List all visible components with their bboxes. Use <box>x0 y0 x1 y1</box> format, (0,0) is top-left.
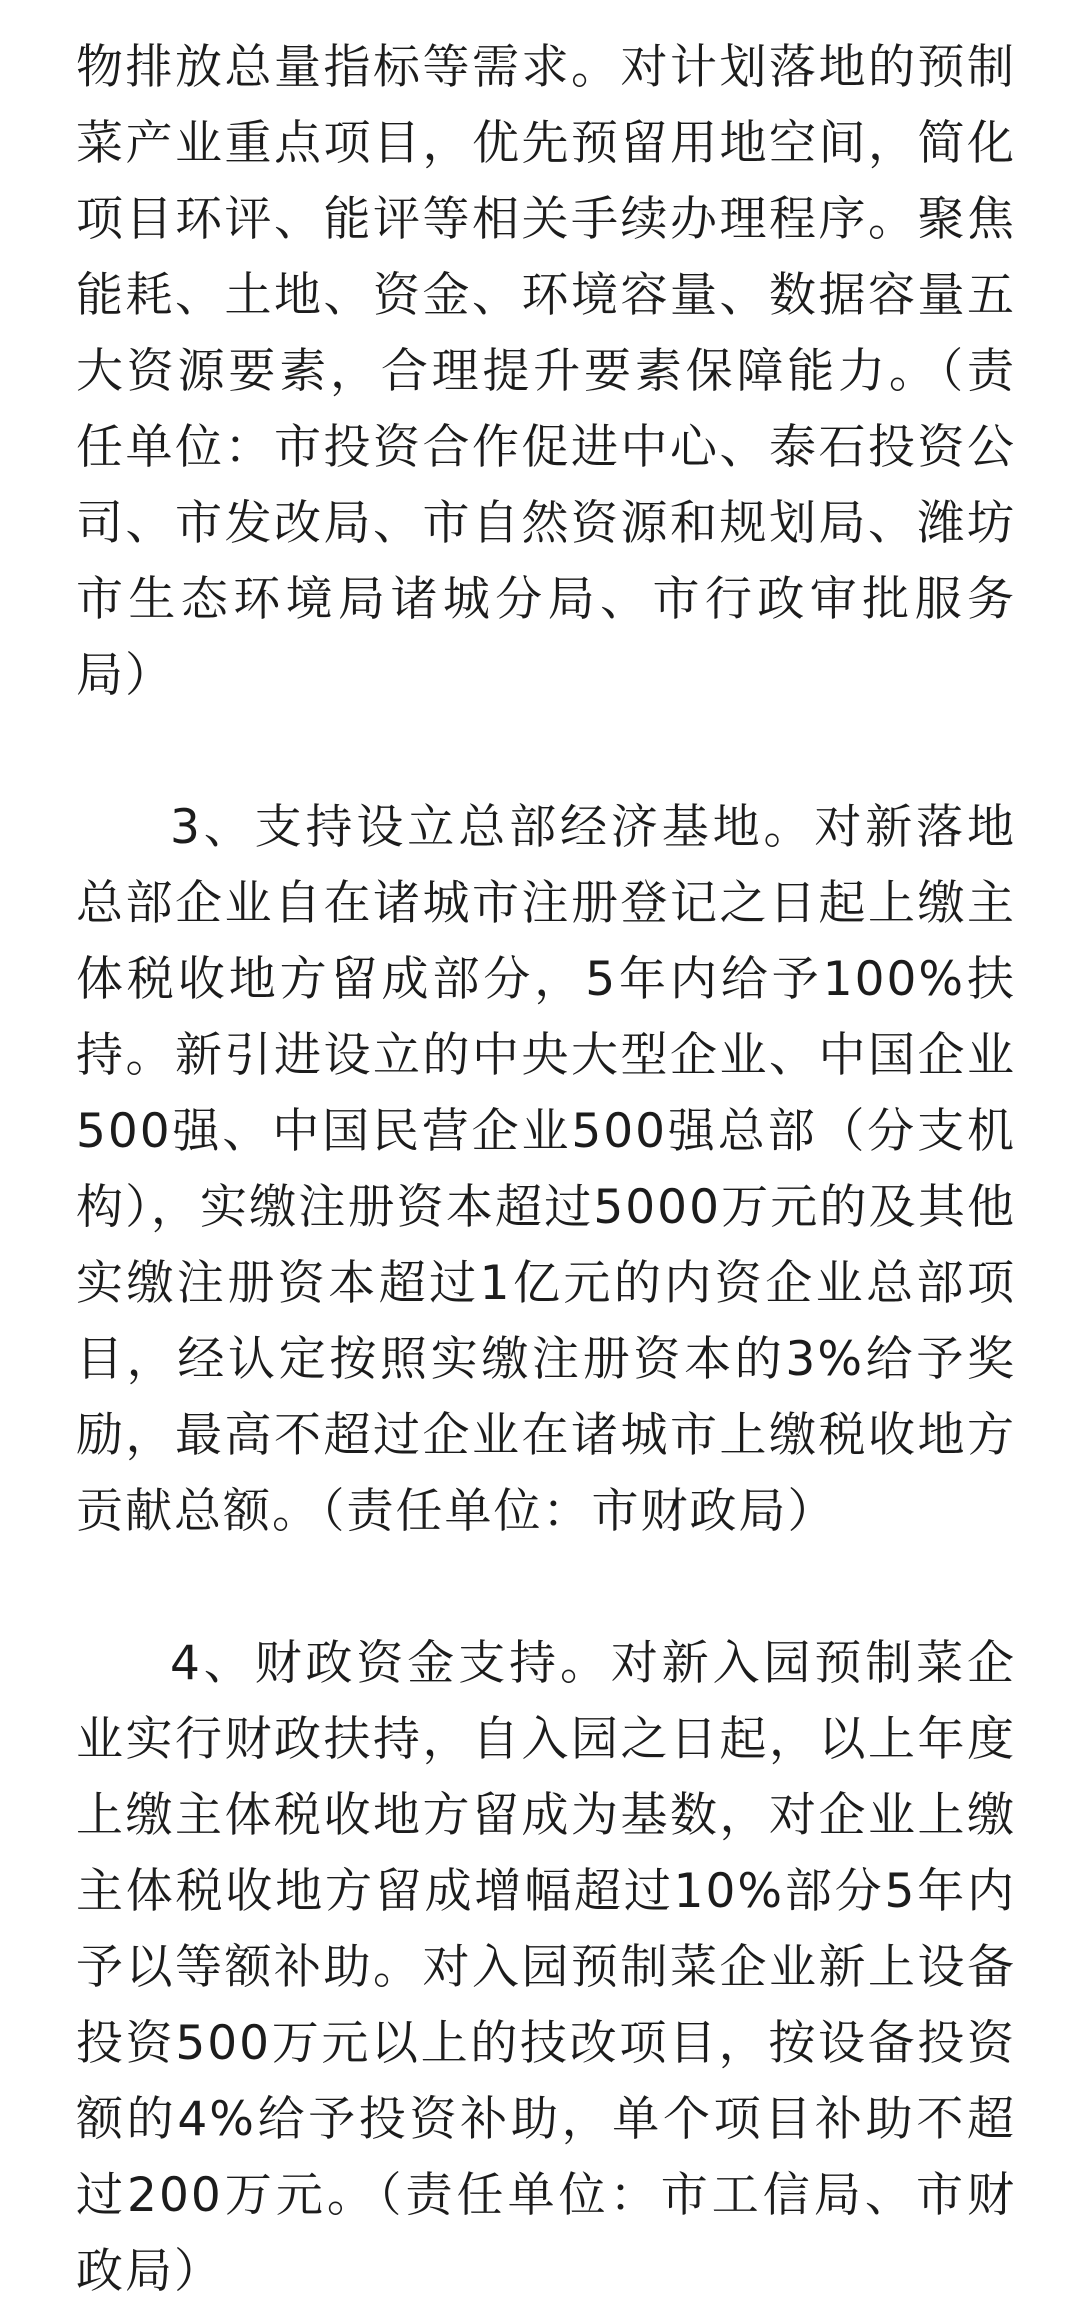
article-body <box>76 30 1016 2310</box>
paragraph-continued: 物排放总量指标等需求。对计划落地的预制菜产业重点项目，优先预留用地空间，简化项目环评、能评等相关手续办理程序。聚焦能耗、土地、资金、环境容量、数据容量五大资源要素，合理提升要素保障能力。（责任单位：市投资合作促进中心、泰石投资公司、市发改局、市自然资源和规划局、潍坊市生态环境局诸城分局、市行政审批服务局） <box>76 40 1016 703</box>
paragraph-item-3: 3、支持设立总部经济基地。对新落地总部企业自在诸城市注册登记之日起上缴主体税收地方留成部分，5年内给予100%扶持。新引进设立的中央大型企业、中国企业500强、中国民营企业500强总部（分支机构），实缴注册资本超过5000万元的及其他实缴注册资本超过1亿元的内资企业总部项目，经认定按照实缴注册资本的3%给予奖励，最高不超过企业在诸城市上缴税收地方贡献总额。（责任单位：市财政局） <box>76 800 1016 1539</box>
paragraph-item-4: 4、财政资金支持。对新入园预制菜企业实行财政扶持，自入园之日起，以上年度上缴主体税收地方留成为基数，对企业上缴主体税收地方留成增幅超过10%部分5年内予以等额补助。对入园预制菜企业新上设备投资500万元以上的技改项目，按设备投资额的4%给予投资补助，单个项目补助不超过200万元。（责任单位：市工信局、市财政局） <box>76 1636 1016 2299</box>
